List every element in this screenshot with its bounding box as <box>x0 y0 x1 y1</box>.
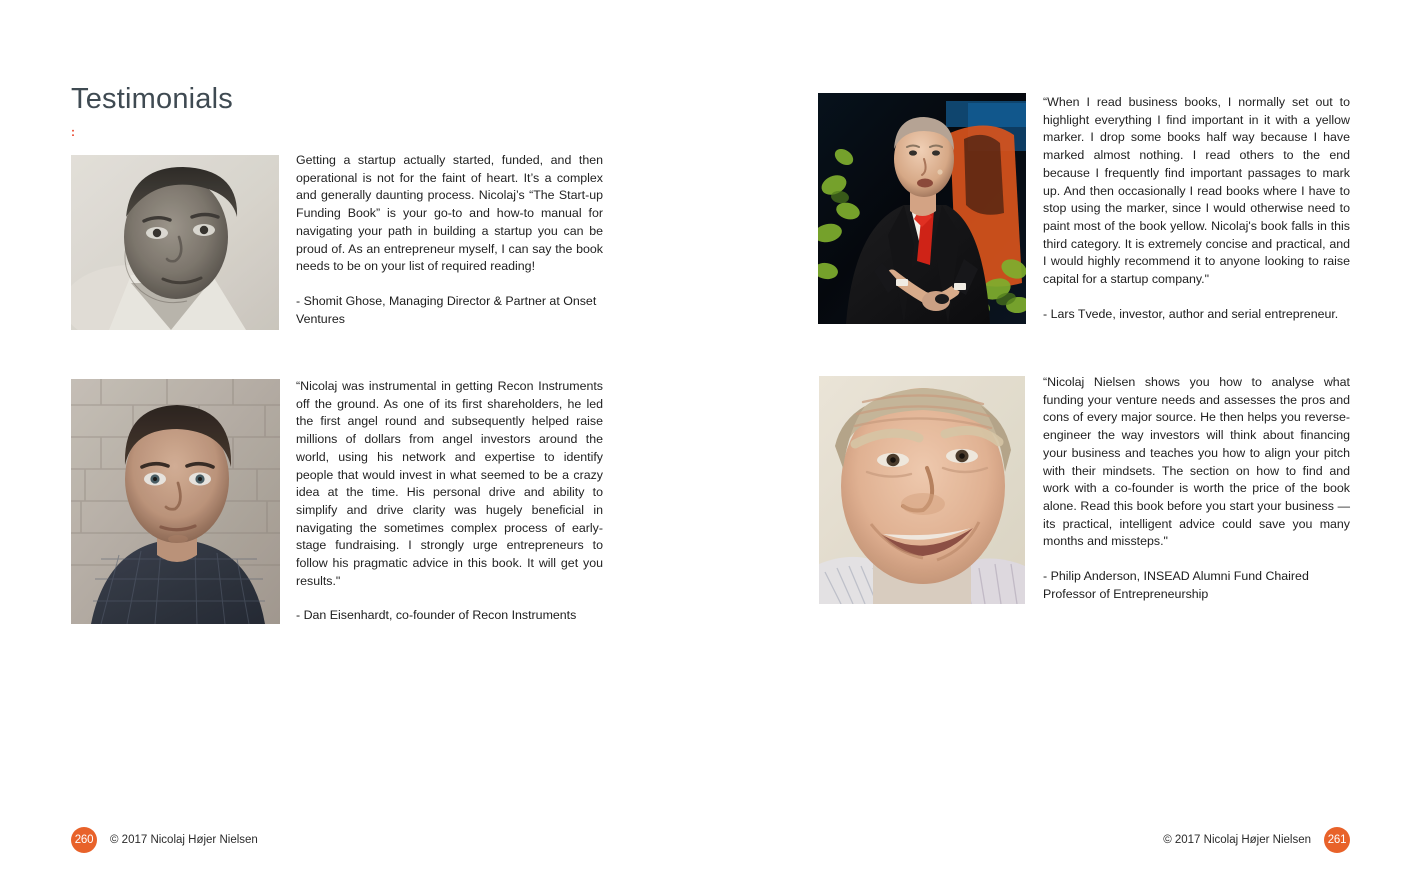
quote-text: “Nicolaj Nielsen shows you how to analyse what funding your venture needs and assesses the pros and cons of every major source. He then helps you reverse-engineer the way investors will think about financing your business and teaches you how to align your pitch with their mindsets. The section on how to find and work with a co-founder is worth the price of the book alone. Read this book before you start your business — its practical, intelligent advice could save you many months and missteps." <box>1043 375 1350 549</box>
portrait-photo-dan-eisenhardt <box>71 379 280 624</box>
portrait-photo-philip-anderson <box>819 376 1025 604</box>
quote-column <box>1043 374 1350 603</box>
quote-text: “Nicolaj was instrumental in getting Recon Instruments off the ground. As one of its first shareholders, he led the first angel round and subsequently helped raise millions of dollars from angel investors around the world, using his network and expertise to identify people that would invest in what seemed to be a crazy idea at the time. His personal drive and ability to simplify and drive clarity was hugely beneficial in navigating the sometimes complex process of early-stage fundraising. I strongly urge entrepreneurs to follow his pragmatic advice in this book. It will get you results." <box>296 379 603 588</box>
quote-column <box>1043 94 1350 323</box>
copyright-text: © 2017 Nicolaj Højer Nielsen <box>110 834 258 846</box>
quote-column <box>296 378 603 625</box>
quote-column <box>296 152 603 328</box>
quote-text: “When I read business books, I normally set out to highlight everything I find important in it with a yellow marker. I drop some books half way because I have marked almost nothing. I read others to the end because I frequently find important passages to mark up. And then occasionally I read books where I have to stop using the marker, since I would otherwise need to paint most of the book yellow. Nicolaj's book falls in this third category. It is extremely concise and practical, and I would highly recommend it to anyone looking to raise capital for a startup company." <box>1043 95 1350 287</box>
portrait-photo-shomit-ghose <box>71 155 279 330</box>
footer-left <box>71 827 258 853</box>
copyright-text: © 2017 Nicolaj Højer Nielsen <box>1163 834 1311 846</box>
quote-attribution: - Shomit Ghose, Managing Director & Partner at Onset Ventures <box>296 293 597 326</box>
page-number-badge: 260 <box>71 827 97 853</box>
stage-photo-lars-tvede <box>818 93 1026 324</box>
quote-attribution: - Lars Tvede, investor, author and serial entrepreneur. <box>1043 306 1339 321</box>
footer-right <box>1163 827 1350 853</box>
title-colon-mark: : <box>71 125 75 139</box>
quote-attribution: - Philip Anderson, INSEAD Alumni Fund Chaired Professor of Entrepreneurship <box>1043 569 1309 601</box>
quote-attribution: - Dan Eisenhardt, co-founder of Recon Instruments <box>296 608 577 623</box>
page-number-badge: 261 <box>1324 827 1350 853</box>
page-title: Testimonials <box>71 83 233 116</box>
quote-text: Getting a startup actually started, funded, and then operational is not for the faint of heart. It’s a complex and generally daunting process. Nicolaj’s “The Start-up Funding Book” is your go-to and how-to manual for navigating your path in building a startup you can be proud of. As an entrepreneur myself, I can say the book needs to be on your list of required reading! <box>296 153 603 274</box>
